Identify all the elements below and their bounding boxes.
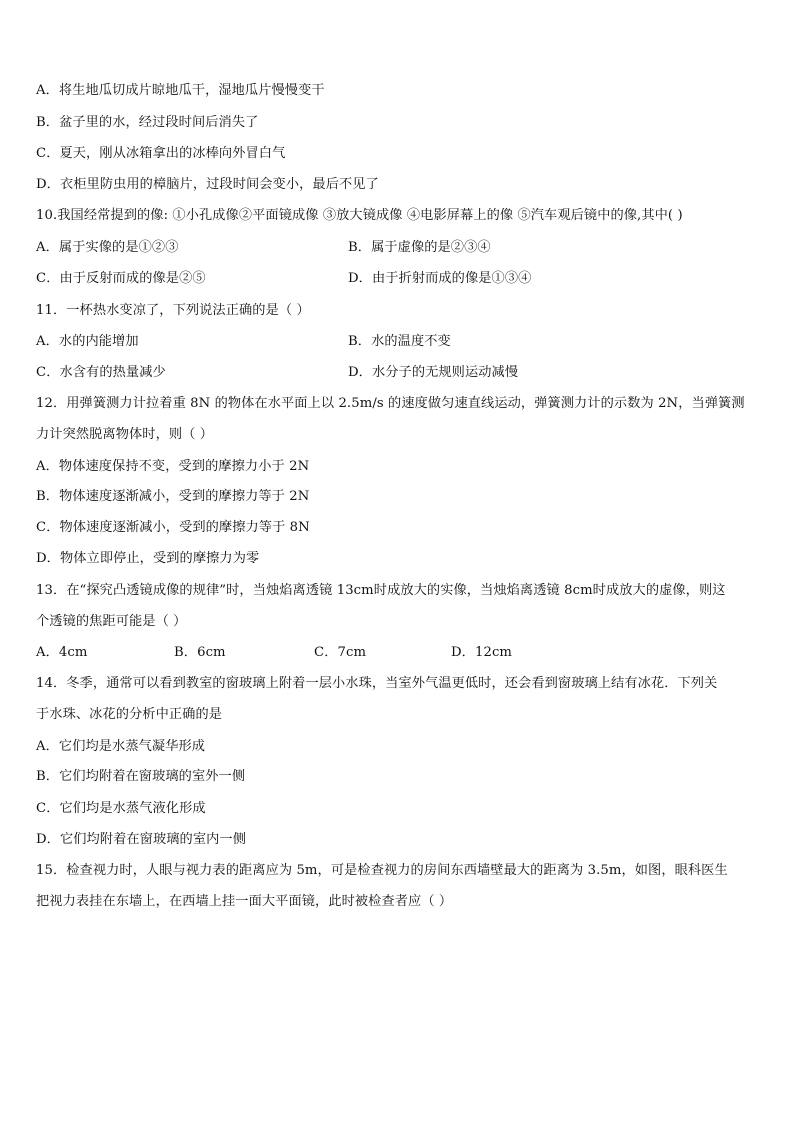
- q11-option-a: A．水的内能增加: [36, 334, 139, 349]
- q14-option-b: B．它们均附着在窗玻璃的室外一侧: [36, 769, 246, 784]
- q10-option-d: D．由于折射而成的像是①③④: [348, 271, 532, 286]
- q13-option-a: A．4cm: [36, 645, 88, 660]
- q11-options-row2: [36, 363, 766, 383]
- q13-option-b: B．6cm: [174, 645, 226, 660]
- q13-option-c: C．7cm: [314, 645, 367, 660]
- q12-option-d: D．物体立即停止，受到的摩擦力为零: [36, 551, 260, 566]
- q10-option-c: C．由于反射而成的像是②⑤: [36, 271, 206, 286]
- q14-option-d: D．它们均附着在窗玻璃的室内一侧: [36, 832, 246, 847]
- q11-stem: 11．一杯热水变凉了，下列说法正确的是（ ）: [36, 303, 310, 318]
- q11-options-row1: [36, 332, 766, 352]
- q12-stem-line1: 12．用弹簧测力计拉着重 8N 的物体在水平面上以 2.5m/s 的速度做匀速直线运动，弹簧测力计的示数为 2N，当弹簧测: [36, 396, 745, 411]
- q10-options-row1: [36, 238, 766, 258]
- q12-option-b: B．物体速度逐渐减小，受到的摩擦力等于 2N: [36, 489, 310, 504]
- q12-stem-line2: 力计突然脱离物体时，则（ ）: [36, 427, 214, 442]
- q11-option-b: B．水的温度不变: [348, 334, 451, 349]
- q14-stem-line2: 于水珠、冰花的分析中正确的是: [36, 707, 223, 722]
- q10-option-a: A．属于实像的是①②③: [36, 240, 179, 255]
- q10-stem: 10.我国经常提到的像: ①小孔成像②平面镜成像 ③放大镜成像 ④电影屏幕上的像 ⑤汽车观后镜中的像,其中( ): [36, 208, 683, 223]
- q14-option-a: A．它们均是水蒸气凝华形成: [36, 739, 206, 754]
- q12-option-a: A．物体速度保持不变，受到的摩擦力小于 2N: [36, 459, 310, 474]
- q13-option-d: D．12cm: [451, 645, 513, 660]
- q15-stem-line1: 15．检查视力时，人眼与视力表的距离应为 5m，可是检查视力的房间东西墙壁最大的距离为 3.5m，如图，眼科医生: [36, 863, 728, 878]
- q9-option-a: A．将生地瓜切成片晾地瓜干，湿地瓜片慢慢变干: [36, 83, 325, 98]
- q15-stem-line2: 把视力表挂在东墙上，在西墙上挂一面大平面镜，此时被检查者应（ ）: [36, 894, 453, 909]
- q14-option-c: C．它们均是水蒸气液化形成: [36, 801, 206, 816]
- q9-option-c: C．夏天，刚从冰箱拿出的冰棒向外冒白气: [36, 146, 286, 161]
- q9-option-d: D．衣柜里防虫用的樟脑片，过段时间会变小，最后不见了: [36, 177, 379, 192]
- q11-option-d: D．水分子的无规则运动减慢: [348, 365, 519, 380]
- q10-option-b: B．属于虚像的是②③④: [348, 240, 491, 255]
- q11-option-c: C．水含有的热量减少: [36, 365, 166, 380]
- q12-option-c: C．物体速度逐渐减小，受到的摩擦力等于 8N: [36, 520, 310, 535]
- q9-option-b: B．盆子里的水，经过段时间后消失了: [36, 115, 259, 130]
- q13-stem-line2: 个透镜的焦距可能是（ ）: [36, 614, 187, 629]
- q14-stem-line1: 14．冬季，通常可以看到教室的窗玻璃上附着一层小水珠，当室外气温更低时，还会看到窗玻璃上结有冰花．下列关: [36, 676, 718, 691]
- q13-stem-line1: 13．在“探究凸透镜成像的规律”时，当烛焰离透镜 13cm时成放大的实像，当烛焰离透镜 8cm时成放大的虚像，则这: [36, 583, 726, 598]
- q10-options-row2: [36, 269, 766, 289]
